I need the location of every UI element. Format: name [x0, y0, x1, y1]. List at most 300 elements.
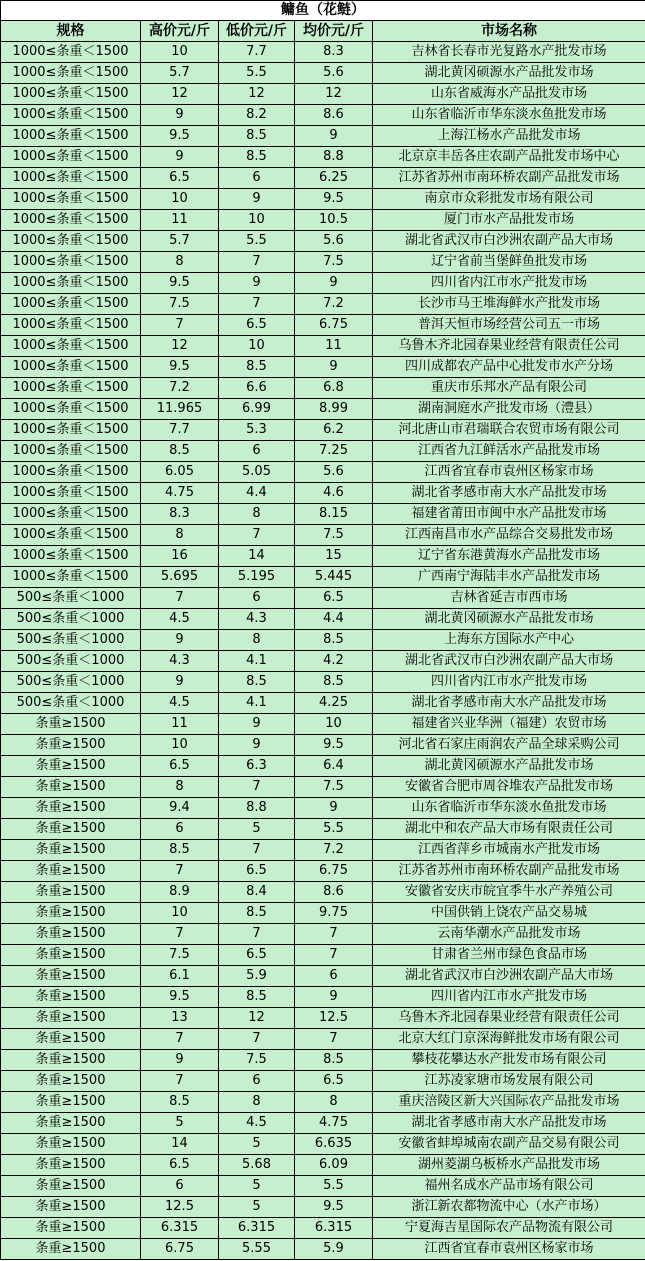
table-row	[1, 147, 645, 168]
market-name-cell: 重庆涪陵区新大兴国际农产品批发市场	[373, 1092, 645, 1113]
spec-cell: 1000≤条重＜1500	[1, 546, 141, 567]
avg-price-cell: 8.6	[295, 882, 373, 903]
high-price-cell: 10	[141, 735, 219, 756]
table-row	[1, 42, 645, 63]
high-price-cell: 9	[141, 630, 219, 651]
table-row	[1, 378, 645, 399]
market-name-cell: 湖北省武汉市白沙洲农副产品大市场	[373, 231, 645, 252]
high-price-cell: 11.965	[141, 399, 219, 420]
avg-price-cell: 6.5	[295, 588, 373, 609]
high-price-cell: 8.3	[141, 504, 219, 525]
low-price-cell: 10	[219, 210, 295, 231]
table-row	[1, 966, 645, 987]
market-name-cell: 湖州菱湖乌板桥水产品批发市场	[373, 1155, 645, 1176]
low-price-cell: 5.195	[219, 567, 295, 588]
low-price-cell: 9	[219, 735, 295, 756]
market-name-cell: 湖北黄冈硕源水产品批发市场	[373, 756, 645, 777]
spec-cell: 条重≥1500	[1, 798, 141, 819]
low-price-cell: 5.5	[219, 231, 295, 252]
high-price-cell: 8.9	[141, 882, 219, 903]
spec-cell: 1000≤条重＜1500	[1, 294, 141, 315]
spec-cell: 1000≤条重＜1500	[1, 168, 141, 189]
spec-cell: 1000≤条重＜1500	[1, 441, 141, 462]
market-name-cell: 湖北省孝感市南大水产品批发市场	[373, 483, 645, 504]
spec-cell: 1000≤条重＜1500	[1, 483, 141, 504]
low-price-cell: 8.5	[219, 672, 295, 693]
high-price-cell: 9.4	[141, 798, 219, 819]
avg-price-cell: 6.315	[295, 1218, 373, 1239]
table-row	[1, 735, 645, 756]
table-body	[1, 42, 645, 1260]
low-price-cell: 7	[219, 525, 295, 546]
spec-cell: 1000≤条重＜1500	[1, 63, 141, 84]
market-name-cell: 北京大红门京深海鲜批发市场有限公司	[373, 1029, 645, 1050]
table-row	[1, 840, 645, 861]
high-price-cell: 8	[141, 525, 219, 546]
avg-price-cell: 8.6	[295, 105, 373, 126]
market-name-cell: 江西省萍乡市城南水产批发市场	[373, 840, 645, 861]
avg-price-cell: 5.5	[295, 1176, 373, 1197]
spec-cell: 条重≥1500	[1, 966, 141, 987]
avg-price-cell: 5.6	[295, 63, 373, 84]
table-row	[1, 609, 645, 630]
market-name-cell: 山东省威海水产品批发市场	[373, 84, 645, 105]
avg-price-cell: 7	[295, 924, 373, 945]
table-row	[1, 1071, 645, 1092]
spec-cell: 条重≥1500	[1, 1029, 141, 1050]
avg-price-cell: 7	[295, 945, 373, 966]
avg-price-cell: 10.5	[295, 210, 373, 231]
market-name-cell: 江西省宜春市袁州区杨家市场	[373, 1239, 645, 1260]
spec-cell: 条重≥1500	[1, 1008, 141, 1029]
avg-price-cell: 7	[295, 1029, 373, 1050]
avg-price-cell: 5.445	[295, 567, 373, 588]
low-price-cell: 4.3	[219, 609, 295, 630]
avg-price-cell: 8.5	[295, 630, 373, 651]
market-name-cell: 湖北省武汉市白沙洲农副产品大市场	[373, 651, 645, 672]
market-name-cell: 四川省内江市水产批发市场	[373, 987, 645, 1008]
table-row	[1, 462, 645, 483]
table-row	[1, 105, 645, 126]
table-row	[1, 1176, 645, 1197]
low-price-cell: 6.6	[219, 378, 295, 399]
low-price-cell: 7	[219, 252, 295, 273]
high-price-cell: 11	[141, 714, 219, 735]
spec-cell: 条重≥1500	[1, 1197, 141, 1218]
spec-cell: 1000≤条重＜1500	[1, 252, 141, 273]
table-row	[1, 168, 645, 189]
high-price-cell: 4.5	[141, 609, 219, 630]
market-name-cell: 吉林省延吉市西市场	[373, 588, 645, 609]
table-row	[1, 903, 645, 924]
market-name-cell: 湖北黄冈硕源水产品批发市场	[373, 63, 645, 84]
market-name-cell: 安徽省安庆市皖宜季牛水产养殖公司	[373, 882, 645, 903]
avg-price-cell: 6.09	[295, 1155, 373, 1176]
high-price-cell: 9.5	[141, 273, 219, 294]
low-price-cell: 10	[219, 336, 295, 357]
low-price-cell: 4.5	[219, 1113, 295, 1134]
table-row	[1, 1218, 645, 1239]
high-price-cell: 4.5	[141, 693, 219, 714]
table-row	[1, 987, 645, 1008]
market-name-cell: 乌鲁木齐北园春果业经营有限责任公司	[373, 1008, 645, 1029]
low-price-cell: 6.5	[219, 861, 295, 882]
high-price-cell: 11	[141, 210, 219, 231]
table-row	[1, 1134, 645, 1155]
market-name-cell: 上海东方国际水产中心	[373, 630, 645, 651]
avg-price-cell: 8.5	[295, 1050, 373, 1071]
table-row	[1, 777, 645, 798]
spec-cell: 条重≥1500	[1, 1113, 141, 1134]
spec-cell: 1000≤条重＜1500	[1, 210, 141, 231]
table-row	[1, 1029, 645, 1050]
spec-cell: 条重≥1500	[1, 882, 141, 903]
low-price-cell: 6.99	[219, 399, 295, 420]
avg-price-cell: 6.5	[295, 1071, 373, 1092]
high-price-cell: 8	[141, 252, 219, 273]
high-price-cell: 12	[141, 336, 219, 357]
spec-cell: 1000≤条重＜1500	[1, 84, 141, 105]
avg-price-cell: 8.8	[295, 147, 373, 168]
avg-price-cell: 8.99	[295, 399, 373, 420]
spec-cell: 1000≤条重＜1500	[1, 231, 141, 252]
market-name-cell: 浙江新农都物流中心（水产市场）	[373, 1197, 645, 1218]
low-price-cell: 8.5	[219, 903, 295, 924]
avg-price-cell: 6.635	[295, 1134, 373, 1155]
table-row	[1, 714, 645, 735]
market-name-cell: 湖北省武汉市白沙洲农副产品大市场	[373, 966, 645, 987]
table-row	[1, 84, 645, 105]
high-price-cell: 10	[141, 903, 219, 924]
low-price-cell: 5.55	[219, 1239, 295, 1260]
table-row	[1, 1113, 645, 1134]
table-row	[1, 315, 645, 336]
spec-cell: 条重≥1500	[1, 735, 141, 756]
market-name-cell: 河北唐山市君瑞联合农贸市场有限公司	[373, 420, 645, 441]
table-row	[1, 1155, 645, 1176]
market-name-cell: 湖北省孝感市南大水产品批发市场	[373, 693, 645, 714]
high-price-cell: 9	[141, 672, 219, 693]
spec-cell: 条重≥1500	[1, 1071, 141, 1092]
high-price-cell: 9.5	[141, 126, 219, 147]
market-name-cell: 广西南宁海陆丰水产品批发市场	[373, 567, 645, 588]
spec-cell: 条重≥1500	[1, 987, 141, 1008]
low-price-cell: 6	[219, 1071, 295, 1092]
avg-price-cell: 9.5	[295, 1197, 373, 1218]
avg-price-cell: 7.2	[295, 840, 373, 861]
table-row	[1, 1197, 645, 1218]
market-name-cell: 四川成都农产品中心批发市水产分场	[373, 357, 645, 378]
market-name-cell: 湖北省孝感市南大水产品批发市场	[373, 1113, 645, 1134]
avg-price-cell: 5.5	[295, 819, 373, 840]
high-price-cell: 7	[141, 924, 219, 945]
table-row	[1, 861, 645, 882]
spec-cell: 1000≤条重＜1500	[1, 399, 141, 420]
table-row	[1, 252, 645, 273]
spec-cell: 1000≤条重＜1500	[1, 126, 141, 147]
spec-cell: 条重≥1500	[1, 1050, 141, 1071]
avg-price-cell: 7.25	[295, 441, 373, 462]
high-price-cell: 7	[141, 588, 219, 609]
low-price-cell: 5.3	[219, 420, 295, 441]
market-name-cell: 厦门市水产品批发市场	[373, 210, 645, 231]
low-price-cell: 5.68	[219, 1155, 295, 1176]
low-price-cell: 5	[219, 1197, 295, 1218]
low-price-cell: 7	[219, 294, 295, 315]
high-price-cell: 6.05	[141, 462, 219, 483]
low-price-cell: 8.5	[219, 987, 295, 1008]
table-row	[1, 357, 645, 378]
spec-cell: 条重≥1500	[1, 903, 141, 924]
low-price-cell: 9	[219, 714, 295, 735]
header-spec: 规格	[1, 21, 141, 42]
low-price-cell: 8	[219, 504, 295, 525]
low-price-cell: 8.5	[219, 126, 295, 147]
market-name-cell: 乌鲁木齐北园春果业经营有限责任公司	[373, 336, 645, 357]
avg-price-cell: 7.2	[295, 294, 373, 315]
table-row	[1, 945, 645, 966]
avg-price-cell: 4.4	[295, 609, 373, 630]
low-price-cell: 9	[219, 189, 295, 210]
spec-cell: 1000≤条重＜1500	[1, 420, 141, 441]
high-price-cell: 9.5	[141, 987, 219, 1008]
table-row	[1, 231, 645, 252]
high-price-cell: 13	[141, 1008, 219, 1029]
spec-cell: 1000≤条重＜1500	[1, 42, 141, 63]
high-price-cell: 4.75	[141, 483, 219, 504]
table-row	[1, 651, 645, 672]
high-price-cell: 7.2	[141, 378, 219, 399]
market-name-cell: 江西省九江鲜活水产品批发市场	[373, 441, 645, 462]
spec-cell: 条重≥1500	[1, 945, 141, 966]
spec-cell: 条重≥1500	[1, 714, 141, 735]
avg-price-cell: 7.5	[295, 777, 373, 798]
high-price-cell: 9.5	[141, 357, 219, 378]
low-price-cell: 4.1	[219, 651, 295, 672]
avg-price-cell: 6.75	[295, 861, 373, 882]
market-name-cell: 辽宁省前当堡鲜鱼批发市场	[373, 252, 645, 273]
avg-price-cell: 6.75	[295, 315, 373, 336]
high-price-cell: 7.7	[141, 420, 219, 441]
table-row	[1, 294, 645, 315]
market-name-cell: 四川省内江市水产批发市场	[373, 672, 645, 693]
avg-price-cell: 6.8	[295, 378, 373, 399]
spec-cell: 条重≥1500	[1, 924, 141, 945]
high-price-cell: 6	[141, 1176, 219, 1197]
avg-price-cell: 5.9	[295, 1239, 373, 1260]
avg-price-cell: 7.5	[295, 252, 373, 273]
market-name-cell: 长沙市马王堆海鲜水产批发市场	[373, 294, 645, 315]
low-price-cell: 7	[219, 1029, 295, 1050]
high-price-cell: 12	[141, 84, 219, 105]
avg-price-cell: 7.5	[295, 525, 373, 546]
spec-cell: 1000≤条重＜1500	[1, 378, 141, 399]
low-price-cell: 5.9	[219, 966, 295, 987]
high-price-cell: 6.5	[141, 168, 219, 189]
high-price-cell: 8.5	[141, 840, 219, 861]
avg-price-cell: 9	[295, 357, 373, 378]
market-name-cell: 四川省内江市水产批发市场	[373, 273, 645, 294]
spec-cell: 500≤条重＜1000	[1, 609, 141, 630]
market-name-cell: 普洱天恒市场经营公司五一市场	[373, 315, 645, 336]
low-price-cell: 8	[219, 1092, 295, 1113]
high-price-cell: 5.7	[141, 231, 219, 252]
market-name-cell: 江苏省苏州市南环桥农副产品批发市场	[373, 168, 645, 189]
table-row	[1, 672, 645, 693]
avg-price-cell: 4.75	[295, 1113, 373, 1134]
spec-cell: 1000≤条重＜1500	[1, 462, 141, 483]
header-low-price: 低价元/斤	[219, 21, 295, 42]
avg-price-cell: 4.2	[295, 651, 373, 672]
table-row	[1, 63, 645, 84]
low-price-cell: 8.4	[219, 882, 295, 903]
market-name-cell: 安徽省合肥市周谷堆农产品批发市场	[373, 777, 645, 798]
avg-price-cell: 8	[295, 1092, 373, 1113]
market-name-cell: 湖北黄冈硕源水产品批发市场	[373, 609, 645, 630]
table-row	[1, 882, 645, 903]
market-name-cell: 山东省临沂市华东淡水鱼批发市场	[373, 798, 645, 819]
table-row	[1, 273, 645, 294]
high-price-cell: 5	[141, 1113, 219, 1134]
high-price-cell: 8.5	[141, 1092, 219, 1113]
spec-cell: 1000≤条重＜1500	[1, 273, 141, 294]
high-price-cell: 7	[141, 315, 219, 336]
spec-cell: 500≤条重＜1000	[1, 693, 141, 714]
table-row	[1, 1239, 645, 1260]
avg-price-cell: 12.5	[295, 1008, 373, 1029]
spec-cell: 条重≥1500	[1, 756, 141, 777]
market-name-cell: 河北省石家庄雨润农产品全球采购公司	[373, 735, 645, 756]
market-name-cell: 湖南洞庭水产批发市场（澧县）	[373, 399, 645, 420]
high-price-cell: 14	[141, 1134, 219, 1155]
high-price-cell: 5.695	[141, 567, 219, 588]
table-row	[1, 756, 645, 777]
market-name-cell: 湖北中和农产品大市场有限责任公司	[373, 819, 645, 840]
market-name-cell: 福州名成水产品市场有限公司	[373, 1176, 645, 1197]
avg-price-cell: 5.6	[295, 462, 373, 483]
low-price-cell: 6.5	[219, 945, 295, 966]
table-row	[1, 525, 645, 546]
header-market-name: 市场名称	[373, 21, 645, 42]
low-price-cell: 4.4	[219, 483, 295, 504]
market-name-cell: 江西省宜春市袁州区杨家市场	[373, 462, 645, 483]
high-price-cell: 7	[141, 1029, 219, 1050]
table-row	[1, 630, 645, 651]
avg-price-cell: 15	[295, 546, 373, 567]
high-price-cell: 12.5	[141, 1197, 219, 1218]
header-high-price: 高价元/斤	[141, 21, 219, 42]
market-name-cell: 吉林省长春市光复路水产批发市场	[373, 42, 645, 63]
spec-cell: 500≤条重＜1000	[1, 672, 141, 693]
spec-cell: 500≤条重＜1000	[1, 630, 141, 651]
high-price-cell: 7	[141, 1071, 219, 1092]
spec-cell: 1000≤条重＜1500	[1, 504, 141, 525]
high-price-cell: 6.5	[141, 1155, 219, 1176]
table-row	[1, 1008, 645, 1029]
table-title: 鳙鱼（花鲢）	[1, 1, 645, 21]
spec-cell: 条重≥1500	[1, 1218, 141, 1239]
avg-price-cell: 9	[295, 987, 373, 1008]
market-name-cell: 攀枝花攀达水产批发市场有限公司	[373, 1050, 645, 1071]
avg-price-cell: 9.75	[295, 903, 373, 924]
table-row	[1, 798, 645, 819]
spec-cell: 1000≤条重＜1500	[1, 357, 141, 378]
avg-price-cell: 5.6	[295, 231, 373, 252]
table-row	[1, 399, 645, 420]
spec-cell: 条重≥1500	[1, 1176, 141, 1197]
avg-price-cell: 11	[295, 336, 373, 357]
low-price-cell: 8.5	[219, 357, 295, 378]
low-price-cell: 5.05	[219, 462, 295, 483]
spec-cell: 条重≥1500	[1, 840, 141, 861]
table-row	[1, 126, 645, 147]
low-price-cell: 8	[219, 630, 295, 651]
header-row	[1, 21, 645, 42]
market-name-cell: 江西南昌市水产品综合交易批发市场	[373, 525, 645, 546]
low-price-cell: 6.5	[219, 315, 295, 336]
avg-price-cell: 8.5	[295, 672, 373, 693]
low-price-cell: 6	[219, 441, 295, 462]
avg-price-cell: 9.5	[295, 735, 373, 756]
low-price-cell: 7.7	[219, 42, 295, 63]
market-name-cell: 云南华潮水产品批发市场	[373, 924, 645, 945]
low-price-cell: 5	[219, 819, 295, 840]
avg-price-cell: 6	[295, 966, 373, 987]
spec-cell: 条重≥1500	[1, 777, 141, 798]
table-row	[1, 420, 645, 441]
low-price-cell: 12	[219, 84, 295, 105]
low-price-cell: 14	[219, 546, 295, 567]
spec-cell: 条重≥1500	[1, 861, 141, 882]
spec-cell: 条重≥1500	[1, 1092, 141, 1113]
market-name-cell: 山东省临沂市华东淡水鱼批发市场	[373, 105, 645, 126]
header-avg-price: 均价元/斤	[295, 21, 373, 42]
market-name-cell: 上海江杨水产品批发市场	[373, 126, 645, 147]
spec-cell: 条重≥1500	[1, 1239, 141, 1260]
avg-price-cell: 8.15	[295, 504, 373, 525]
table-row	[1, 567, 645, 588]
high-price-cell: 6.5	[141, 756, 219, 777]
low-price-cell: 5.5	[219, 63, 295, 84]
avg-price-cell: 6.2	[295, 420, 373, 441]
low-price-cell: 7	[219, 840, 295, 861]
high-price-cell: 8	[141, 777, 219, 798]
low-price-cell: 4.1	[219, 693, 295, 714]
avg-price-cell: 8.3	[295, 42, 373, 63]
spec-cell: 1000≤条重＜1500	[1, 336, 141, 357]
high-price-cell: 5.7	[141, 63, 219, 84]
low-price-cell: 7.5	[219, 1050, 295, 1071]
high-price-cell: 10	[141, 42, 219, 63]
high-price-cell: 7.5	[141, 294, 219, 315]
spec-cell: 500≤条重＜1000	[1, 651, 141, 672]
high-price-cell: 10	[141, 189, 219, 210]
market-name-cell: 福建省莆田市闽中水产品批发市场	[373, 504, 645, 525]
high-price-cell: 9	[141, 1050, 219, 1071]
avg-price-cell: 9	[295, 273, 373, 294]
spec-cell: 1000≤条重＜1500	[1, 567, 141, 588]
market-name-cell: 北京京丰岳各庄农副产品批发市场中心	[373, 147, 645, 168]
market-name-cell: 宁夏海吉星国际农产品物流有限公司	[373, 1218, 645, 1239]
high-price-cell: 6.1	[141, 966, 219, 987]
avg-price-cell: 4.25	[295, 693, 373, 714]
avg-price-cell: 6.25	[295, 168, 373, 189]
table-row	[1, 1092, 645, 1113]
title-row	[1, 1, 645, 21]
spec-cell: 条重≥1500	[1, 819, 141, 840]
table-row	[1, 210, 645, 231]
high-price-cell: 6.315	[141, 1218, 219, 1239]
